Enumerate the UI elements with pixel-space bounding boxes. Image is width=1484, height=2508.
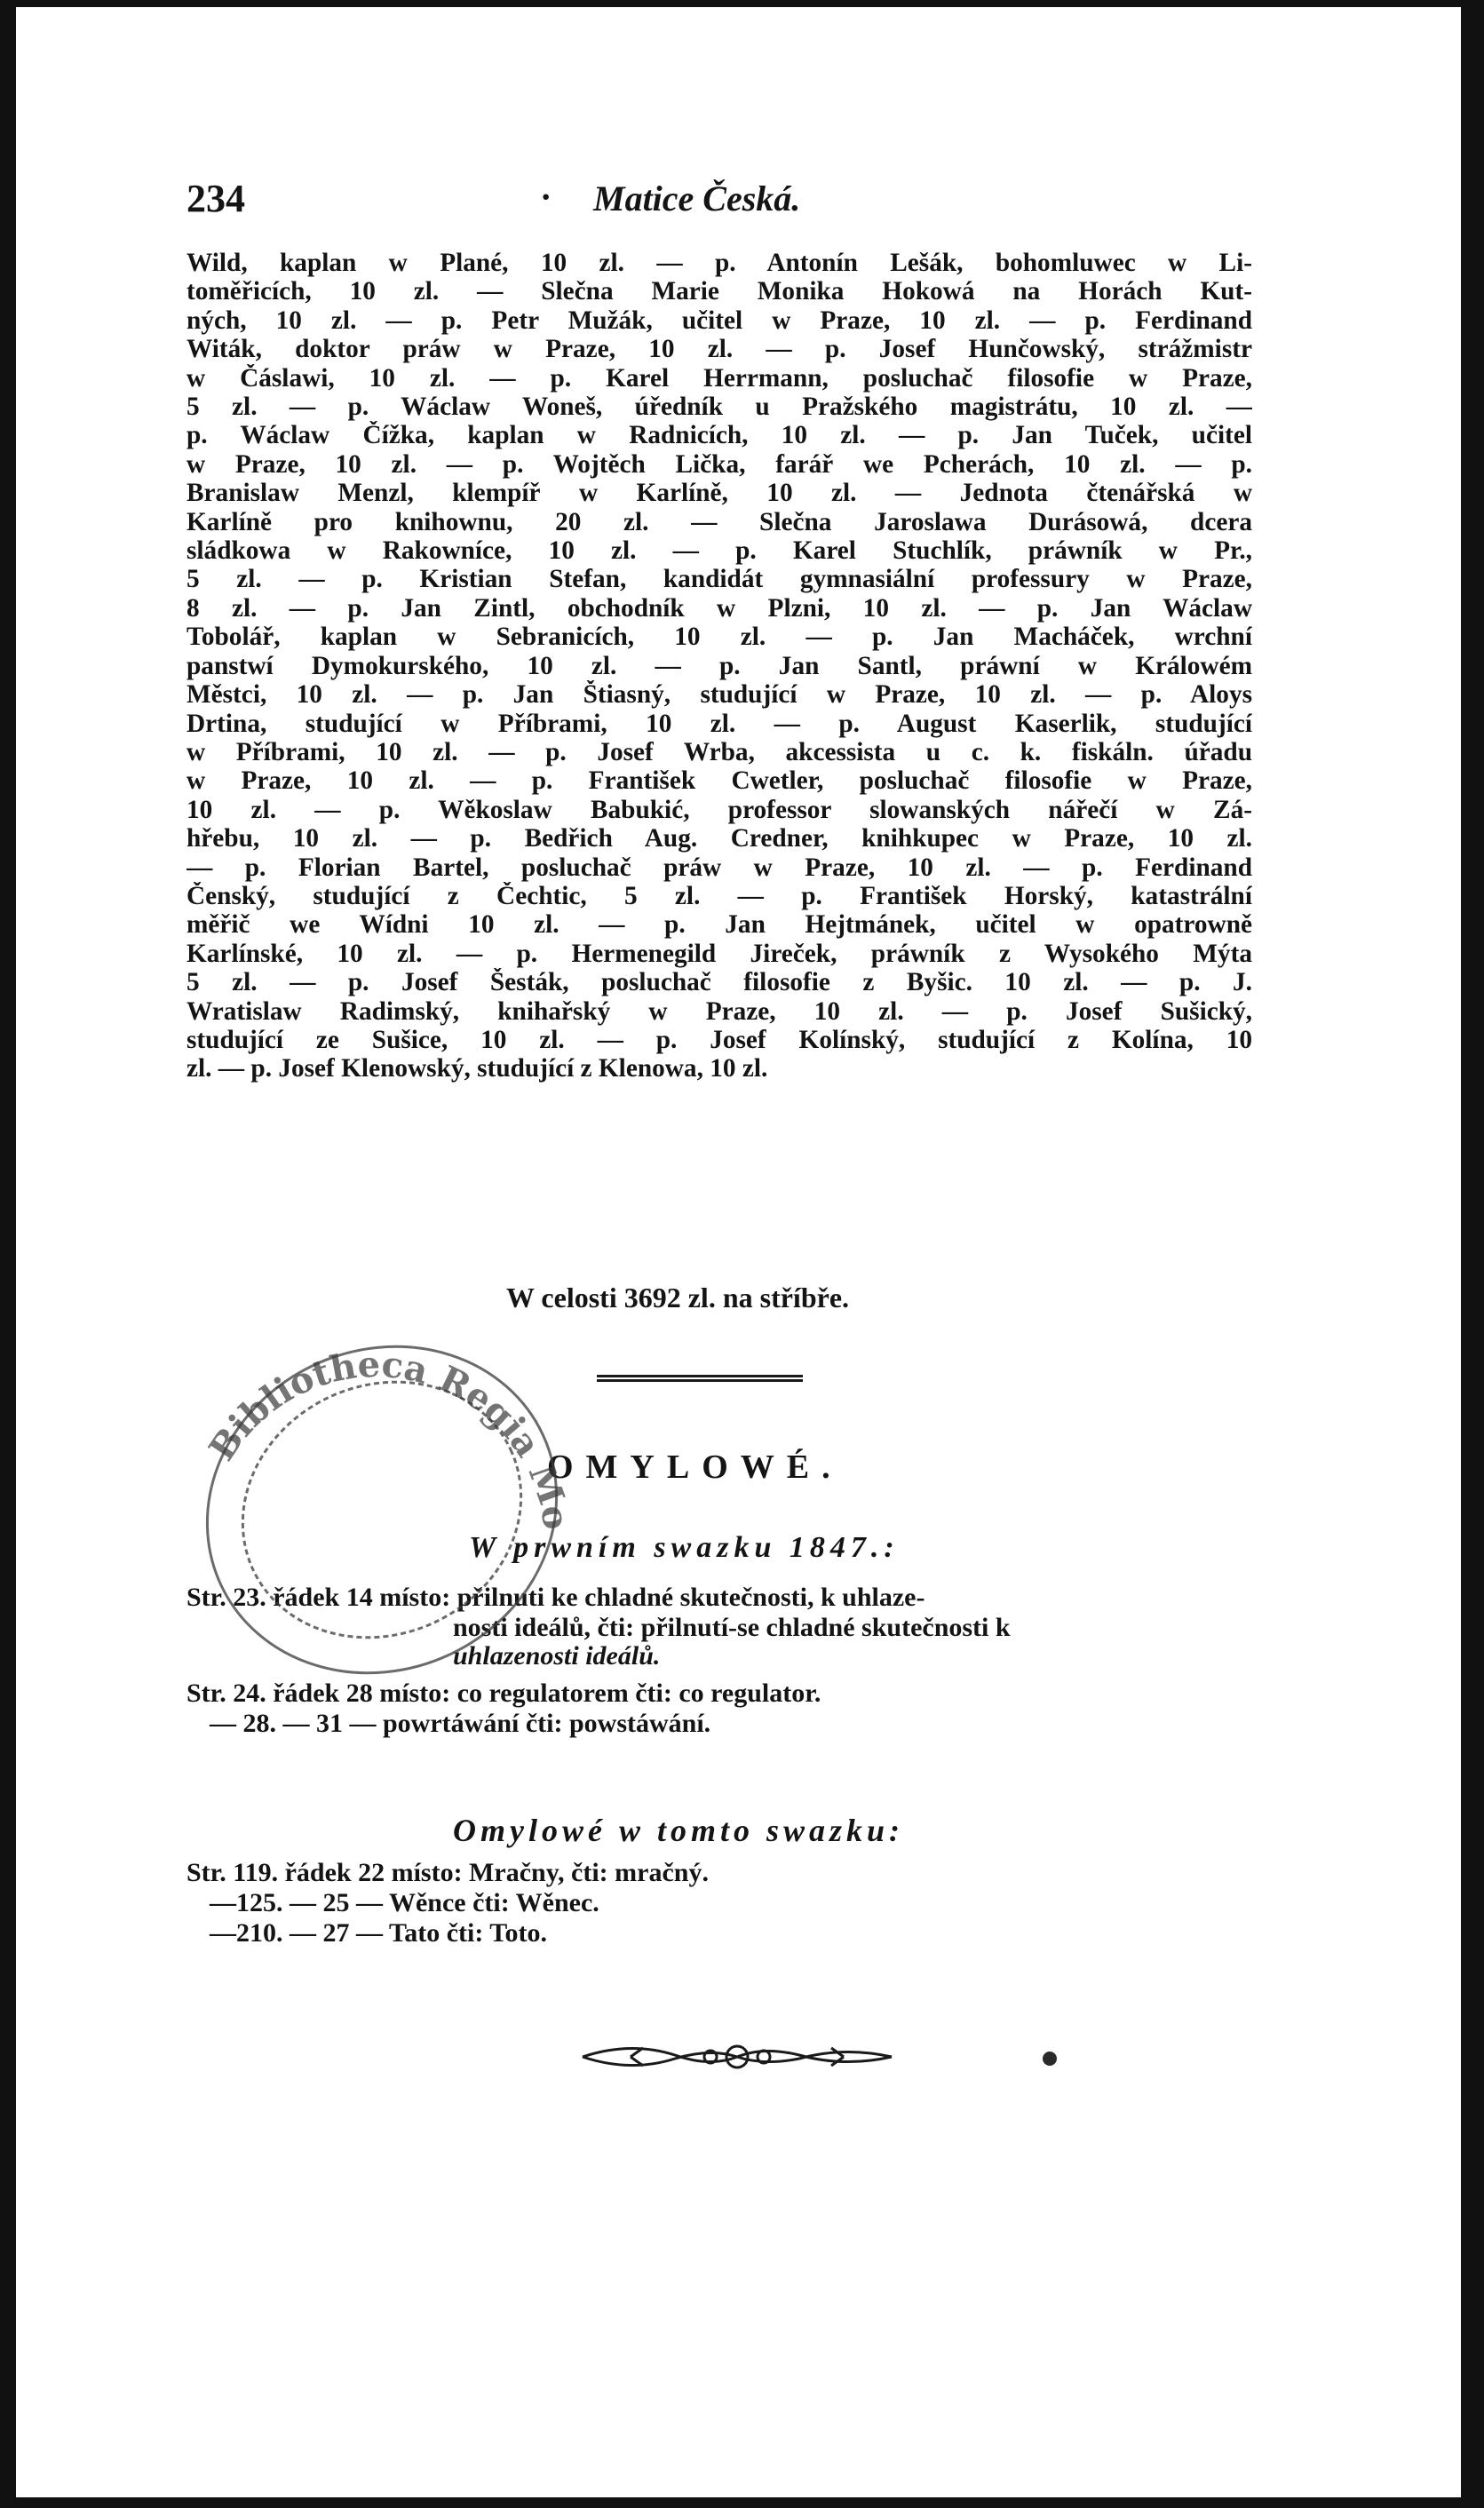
errata-line: —125. — 25 — Wěnce čti: Wěnec.	[210, 1888, 599, 1917]
text-line: w Praze, 10 zl. — p. František Cwetler, posluchač filosofie w Praze,	[186, 766, 1252, 796]
text-line: měřič we Wídni 10 zl. — p. Jan Hejtmánek, učitel w opatrowně	[186, 910, 1252, 940]
text-line: 5 zl. — p. Josef Šesták, posluchač filosofie z Byšic. 10 zl. — p. J.	[186, 968, 1252, 997]
ink-speck-icon	[1041, 2050, 1059, 2068]
text-line: Městci, 10 zl. — p. Jan Štiasný, studující w Praze, 10 zl. — p. Aloys	[186, 680, 1252, 710]
errata-line: —210. — 27 — Tato čti: Toto.	[210, 1918, 548, 1948]
text-line: studující ze Sušice, 10 zl. — p. Josef Kolínský, studující z Kolína, 10	[186, 1025, 1252, 1054]
errata-line: Str. 24. řádek 28 místo: co regulatorem čti: co regulator.	[186, 1679, 821, 1708]
errata-title: OMYLOWÉ.	[547, 1448, 843, 1486]
errata-line: Str. 119. řádek 22 místo: Mračny, čti: mračný.	[186, 1858, 709, 1887]
donor-list-paragraph	[186, 249, 1252, 1083]
text-line: w Příbrami, 10 zl. — p. Josef Wrba, akcessista u c. k. fiskáln. úřadu	[186, 737, 1252, 766]
header-separator: ·	[540, 177, 552, 217]
book-page	[186, 0, 1252, 2508]
total-amount: W celosti 3692 zl. na stříbře.	[506, 1282, 850, 1314]
double-rule-divider	[597, 1375, 803, 1382]
errata-subhead-this-volume: Omylowé w tomto swazku:	[453, 1813, 905, 1848]
text-line: 5 zl. — p. Kristian Stefan, kandidát gymnasiální professury w Praze,	[186, 565, 1252, 594]
text-line: sládkowa w Rakowníce, 10 zl. — p. Karel Stuchlík, práwník w Pr.,	[186, 536, 1252, 566]
text-line: Karlínské, 10 zl. — p. Hermenegild Jireček, práwník z Wysokého Mýta	[186, 939, 1252, 968]
text-line: Wratislaw Radimský, knihařský w Praze, 10 zl. — p. Josef Sušický,	[186, 996, 1252, 1026]
errata-subhead-previous-volume: W prwním swazku 1847.:	[469, 1531, 900, 1564]
text-line: w Praze, 10 zl. — p. Wojtěch Lička, farář we Pcherách, 10 zl. — p.	[186, 449, 1252, 479]
text-line: 8 zl. — p. Jan Zintl, obchodník w Plzni, 10 zl. — p. Jan Wáclaw	[186, 593, 1252, 623]
running-title: Matice Česká.	[593, 179, 801, 218]
page-number: 234	[186, 177, 245, 220]
text-line: w Čáslawi, 10 zl. — p. Karel Herrmann, posluchač filosofie w Praze,	[186, 363, 1252, 393]
closing-ornament-icon	[577, 2028, 897, 2085]
text-line: Drtina, studující w Příbrami, 10 zl. — p. August Kaserlik, studující	[186, 709, 1252, 738]
stamp-inscription: Bibliotheca Regia Monacensis	[201, 1343, 577, 1533]
errata-line: nosti ideálů, čti: přilnutí-se chladné skutečnosti k	[453, 1613, 1011, 1642]
text-line: ných, 10 zl. — p. Petr Mužák, učitel w Praze, 10 zl. — p. Ferdinand	[186, 306, 1252, 335]
text-line: 5 zl. — p. Wáclaw Woneš, úředník u Pražského magistrátu, 10 zl. —	[186, 393, 1252, 422]
text-line: — p. Florian Bartel, posluchač práw w Praze, 10 zl. — p. Ferdinand	[186, 853, 1252, 882]
text-line: hřebu, 10 zl. — p. Bedřich Aug. Credner, knihkupec w Praze, 10 zl.	[186, 824, 1252, 853]
page-header	[186, 176, 1252, 229]
text-line: panstwí Dymokurského, 10 zl. — p. Jan Santl, práwní w Králowém	[186, 651, 1252, 680]
errata-line: Str. 23. řádek 14 místo: přilnuti ke chladné skutečnosti, k uhlaze-	[186, 1583, 925, 1612]
text-line: Tobolář, kaplan w Sebranicích, 10 zl. — p. Jan Macháček, wrchní	[186, 623, 1252, 652]
text-line: Karlíně pro knihownu, 20 zl. — Slečna Jaroslawa Durásowá, dcera	[186, 507, 1252, 536]
text-line: Witák, doktor práw w Praze, 10 zl. — p. Josef Hunčowský, strážmistr	[186, 335, 1252, 364]
errata-line: — 28. — 31 — powrtáwání čti: powstáwání.	[210, 1709, 711, 1738]
text-line: p. Wáclaw Čížka, kaplan w Radnicích, 10 zl. — p. Jan Tuček, učitel	[186, 421, 1252, 450]
text-line: 10 zl. — p. Wěkoslaw Babukić, professor slowanských nářečí w Zá-	[186, 795, 1252, 824]
text-line: toměřicích, 10 zl. — Slečna Marie Monika Hokowá na Horách Kut-	[186, 277, 1252, 306]
errata-line: uhlazenosti ideálů.	[453, 1641, 661, 1671]
text-line: zl. — p. Josef Klenowský, studující z Klenowa, 10 zl.	[186, 1054, 768, 1083]
text-line: Wild, kaplan w Plané, 10 zl. — p. Antonín Lešák, bohomluwec w Li-	[186, 249, 1252, 277]
text-line: Branislaw Menzl, klempíř w Karlíně, 10 zl. — Jednota čtenářská w	[186, 479, 1252, 508]
text-line: Čenský, studující z Čechtic, 5 zl. — p. František Horský, katastrální	[186, 881, 1252, 910]
